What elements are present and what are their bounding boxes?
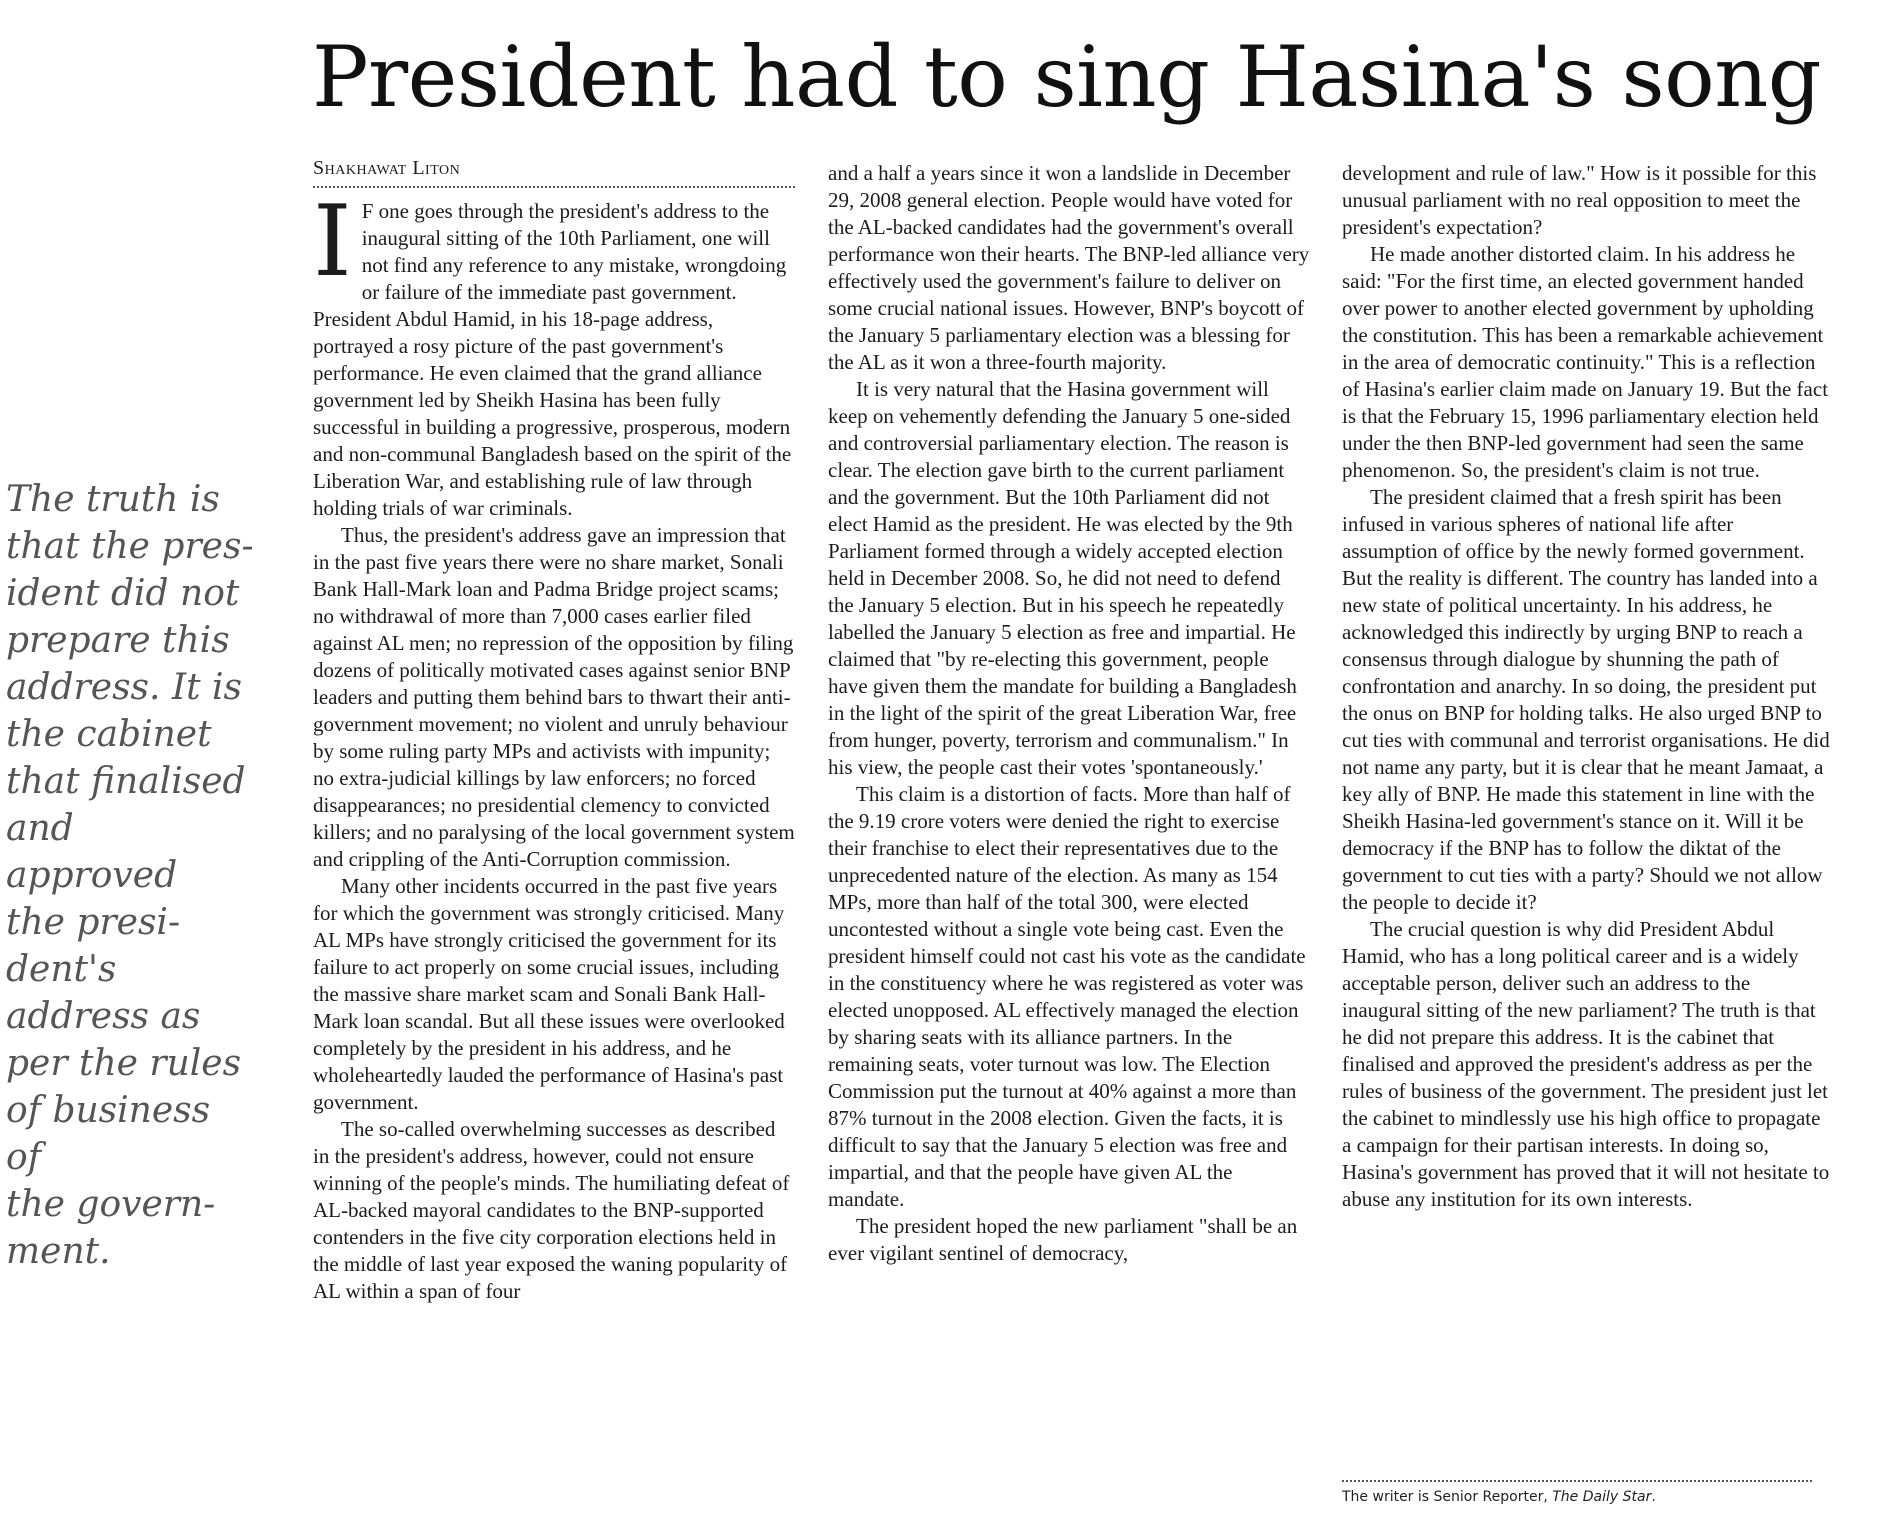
article-column-3 [1342,160,1832,1213]
article-column-1 [313,156,795,1305]
footnote-end: . [1651,1489,1656,1505]
paragraph-8: The president hoped the new parliament "shall be an ever vigilant sentinel of democracy, [828,1214,1298,1265]
footnote-text: The writer is Senior Reporter, [1342,1489,1553,1505]
paragraph-6: It is very natural that the Hasina government will keep on vehemently defending the January 5 one-sided and controversial parliamentary election. The reason is clear. The election gave birth to the current parliament and the government. But the 10th Parliament did not elect Hamid as the president. He was elected by the 9th Parliament formed through a widely accepted election held in December 2008. So, he did not need to defend the January 5 election. But in his speech he repeatedly labelled the January 5 election as free and impartial. He claimed that "by re-electing this government, people have given them the mandate for building a Bangladesh in the light of the spirit of the great Liberation War, free from hunger, poverty, terrorism and communalism." In his view, the people cast their votes 'spontaneously.' [828,377,1297,779]
author-footnote [1342,1480,1812,1506]
pull-quote: The truth is that the pres- ident did not prepare this address. It is the cabinet that finalised and approved the presi- dent's address as per the rules of business of the govern- ment. [6,479,254,1272]
paragraph-12: The crucial question is why did President Abdul Hamid, who has a long political career and is a widely acceptable person, deliver such an address to the inaugural sitting of the new parliament? The truth is that he did not prepare this address. It is the cabinet that finalised and approved the president's address as per the rules of business of the government. The president just let the cabinet to mindlessly use his high office to propagate a campaign for their partisan interests. In doing so, Hasina's government has proved that it will not hesitate to abuse any institution for its own interests. [1342,917,1830,1211]
drop-cap: I [313,185,352,299]
headline: President had to sing Hasina's song [312,28,1822,126]
paragraph-9: development and rule of law." How is it possible for this unusual parliament with no real opposition to meet the president's expectation? [1342,161,1817,239]
article-column-2 [828,160,1310,1267]
paragraph-1-text: F one goes through the president's address to the inaugural sitting of the 10th Parliament, one will not find any reference to any mistake, wrongdoing or failure of the immediate past government. President Abdul Hamid, in his 18-page address, portrayed a rosy picture of the past government's performance. He even claimed that the grand alliance government led by Sheikh Hasina has been fully successful in building a progressive, prosperous, modern and non-communal Bangladesh based on the spirit of the Liberation War, and establishing rule of law through holding trials of war criminals. [313,199,792,520]
paragraph-2: Thus, the president's address gave an impression that in the past five years there were no share market, Sonali Bank Hall-Mark loan and Padma Bridge project scams; no withdrawal of more than 7,000 cases earlier filed against AL men; no repression of the opposition by filing dozens of politically motivated cases against senior BNP leaders and putting them behind bars to thwart their anti-government movement; no violent and unruly behaviour by some ruling party MPs and activists with impunity; no extra-judicial killings by law enforcers; no forced disappearances; no presidential clemency to convicted killers; and no paralysing of the local government system and crippling of the Anti-Corruption commission. [313,523,795,871]
paragraph-1 [313,185,795,522]
paragraph-5: and a half a years since it won a landslide in December 29, 2008 general election. People would have voted for the AL-backed candidates had the government's overall performance won their hearts. The BNP-led alliance very effectively used the government's failure to deliver on some crucial national issues. However, BNP's boycott of the January 5 parliamentary election was a blessing for the AL as it won a three-fourth majority. [828,161,1310,374]
paragraph-7: This claim is a distortion of facts. More than half of the 9.19 crore voters were denied the right to exercise their franchise to elect their representatives due to the unprecedented nature of the election. As many as 154 MPs, more than half of the total 300, were elected uncontested without a single vote being cast. Even the president himself could not cast his vote as the candidate in the constituency where he was registered as voter was elected unopposed. AL effectively managed the election by sharing seats with its alliance partners. In the remaining seats, voter turnout was low. The Election Commission put the turnout at 40% against a more than 87% turnout in the 2008 election. Given the facts, it is difficult to say that the January 5 election was free and impartial, and that the people have given AL the mandate. [828,782,1306,1211]
paragraph-4: The so-called overwhelming successes as described in the president's address, however, could not ensure winning of the people's minds. The humiliating defeat of AL-backed mayoral candidates to the BNP-supported contenders in the five city corporation elections held in the middle of last year exposed the waning popularity of AL within a span of four [313,1117,790,1303]
byline: Shakhawat Liton [313,156,795,188]
paragraph-10: He made another distorted claim. In his address he said: "For the first time, an elected government handed over power to another elected government by upholding the constitution. This has been a remarkable achievement in the area of democratic continuity." This is a reflection of Hasina's earlier claim made on January 19. But the fact is that the February 15, 1996 parliamentary election held under the then BNP-led government had seen the same phenomenon. So, the president's claim is not true. [1342,242,1829,482]
paragraph-11: The president claimed that a fresh spirit has been infused in various spheres of national life after assumption of office by the newly formed government. But the reality is different. The country has landed into a new state of political uncertainty. In his address, he acknowledged this indirectly by urging BNP to reach a consensus through dialogue by shunning the path of confrontation and anarchy. In so doing, the president put the onus on BNP for holding talks. He also urged BNP to cut ties with communal and terrorist organisations. He did not name any party, but it is clear that he meant Jamaat, a key ally of BNP. He made this statement in line with the Sheikh Hasina-led government's stance on it. Will it be democracy if the BNP has to follow the diktat of the government to cut ties with a party? Should we not allow the people to decide it? [1342,485,1830,914]
paragraph-3: Many other incidents occurred in the past five years for which the government was strongly criticised. Many AL MPs have strongly criticised the government for its failure to act properly on some crucial issues, including the massive share market scam and Sonali Bank Hall-Mark loan scandal. But all these issues were overlooked completely by the president in his address, and he wholeheartedly lauded the performance of Hasina's past government. [313,874,785,1114]
publication-name: The Daily Star [1552,1489,1652,1505]
